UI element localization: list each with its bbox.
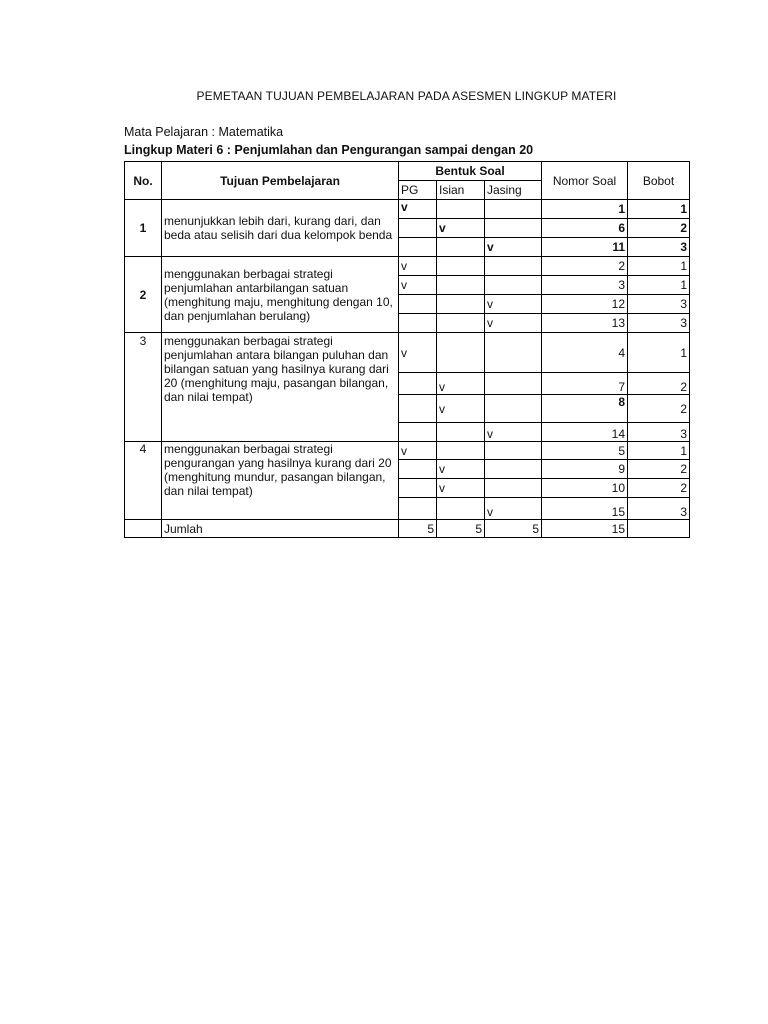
cell-jasing: v xyxy=(485,295,542,314)
cell-isian xyxy=(437,276,485,295)
cell-bobot: 1 xyxy=(628,333,690,373)
cell-isian xyxy=(437,442,485,460)
cell-nomor: 15 xyxy=(542,498,628,520)
cell-isian xyxy=(437,498,485,520)
total-label: Jumlah xyxy=(162,520,399,538)
row-tujuan: menggunakan berbagai strategi penjumlahan antara bilangan puluhan dan bilangan satuan yang hasilnya kurang dari 20 (menghitung maju, pasangan bilangan, dan nilai tempat) xyxy=(162,333,399,442)
header-bentuk-soal: Bentuk Soal xyxy=(399,162,542,181)
cell-isian xyxy=(437,238,485,257)
cell-nomor: 11 xyxy=(542,238,628,257)
row-no: 3 xyxy=(125,333,162,442)
cell-nomor: 8 xyxy=(542,395,628,423)
header-pg: PG xyxy=(399,181,437,200)
cell-bobot: 2 xyxy=(628,460,690,479)
cell-isian xyxy=(437,200,485,219)
cell-pg: v xyxy=(399,200,437,219)
header-nomor-soal: Nomor Soal xyxy=(542,162,628,200)
cell-nomor: 2 xyxy=(542,257,628,276)
subject-line: Mata Pelajaran : Matematika xyxy=(124,125,284,139)
cell-isian: v xyxy=(437,395,485,423)
cell-pg xyxy=(399,238,437,257)
cell-bobot: 1 xyxy=(628,257,690,276)
cell-nomor: 14 xyxy=(542,423,628,442)
row-tujuan: menunjukkan lebih dari, kurang dari, dan beda atau selisih dari dua kelompok benda xyxy=(162,200,399,257)
cell-pg: v xyxy=(399,276,437,295)
cell-pg xyxy=(399,479,437,498)
cell-nomor: 6 xyxy=(542,219,628,238)
cell-pg: v xyxy=(399,442,437,460)
cell-bobot: 2 xyxy=(628,373,690,395)
cell-isian xyxy=(437,333,485,373)
cell-pg xyxy=(399,395,437,423)
cell-nomor: 9 xyxy=(542,460,628,479)
cell-bobot: 3 xyxy=(628,238,690,257)
cell-pg xyxy=(399,423,437,442)
cell-jasing: v xyxy=(485,238,542,257)
cell-jasing xyxy=(485,219,542,238)
cell-bobot: 2 xyxy=(628,479,690,498)
cell-nomor: 5 xyxy=(542,442,628,460)
cell-pg: v xyxy=(399,333,437,373)
header-isian: Isian xyxy=(437,181,485,200)
cell-jasing xyxy=(485,460,542,479)
cell-pg: v xyxy=(399,257,437,276)
cell-nomor: 12 xyxy=(542,295,628,314)
cell-nomor: 3 xyxy=(542,276,628,295)
cell-isian xyxy=(437,423,485,442)
total-row xyxy=(125,520,690,538)
scope-line: Lingkup Materi 6 : Penjumlahan dan Pengurangan sampai dengan 20 xyxy=(124,143,534,157)
cell-pg xyxy=(399,498,437,520)
cell-pg xyxy=(399,219,437,238)
cell-isian: v xyxy=(437,373,485,395)
page-title: PEMETAAN TUJUAN PEMBELAJARAN PADA ASESMEN LINGKUP MATERI xyxy=(196,89,617,103)
cell-jasing xyxy=(485,395,542,423)
header-jasing: Jasing xyxy=(485,181,542,200)
total-nomor: 15 xyxy=(542,520,628,538)
total-pg: 5 xyxy=(399,520,437,538)
table-row xyxy=(125,442,690,460)
cell-jasing xyxy=(485,442,542,460)
cell-jasing xyxy=(485,479,542,498)
cell-isian xyxy=(437,314,485,333)
header-no: No. xyxy=(125,162,162,200)
cell-jasing xyxy=(485,200,542,219)
cell-jasing: v xyxy=(485,498,542,520)
table-row xyxy=(125,200,690,219)
cell-nomor: 4 xyxy=(542,333,628,373)
cell-nomor: 7 xyxy=(542,373,628,395)
cell-jasing xyxy=(485,373,542,395)
cell-isian: v xyxy=(437,219,485,238)
cell-bobot: 1 xyxy=(628,276,690,295)
row-no: 4 xyxy=(125,442,162,520)
cell-nomor: 1 xyxy=(542,200,628,219)
cell-jasing: v xyxy=(485,423,542,442)
cell-isian xyxy=(437,257,485,276)
row-tujuan: menggunakan berbagai strategi pengurangan yang hasilnya kurang dari 20 (menghitung mundur, pasangan bilangan, dan nilai tempat) xyxy=(162,442,399,520)
total-isian: 5 xyxy=(437,520,485,538)
cell-pg xyxy=(399,314,437,333)
mapping-table xyxy=(124,161,690,538)
cell-pg xyxy=(399,373,437,395)
row-no: 1 xyxy=(125,200,162,257)
header-bobot: Bobot xyxy=(628,162,690,200)
total-bobot xyxy=(628,520,690,538)
cell-bobot: 2 xyxy=(628,219,690,238)
cell-isian xyxy=(437,295,485,314)
total-no-empty xyxy=(125,520,162,538)
cell-pg xyxy=(399,460,437,479)
table-row xyxy=(125,333,690,373)
cell-bobot: 3 xyxy=(628,295,690,314)
cell-jasing: v xyxy=(485,314,542,333)
total-jasing: 5 xyxy=(485,520,542,538)
cell-bobot: 3 xyxy=(628,498,690,520)
cell-isian: v xyxy=(437,460,485,479)
table-row xyxy=(125,257,690,276)
cell-isian: v xyxy=(437,479,485,498)
cell-nomor: 13 xyxy=(542,314,628,333)
row-tujuan: menggunakan berbagai strategi penjumlahan antarbilangan satuan (menghitung maju, menghitung dengan 10, dan penjumlahan berulang) xyxy=(162,257,399,333)
cell-nomor: 10 xyxy=(542,479,628,498)
cell-bobot: 3 xyxy=(628,314,690,333)
cell-bobot: 2 xyxy=(628,395,690,423)
cell-bobot: 1 xyxy=(628,200,690,219)
cell-pg xyxy=(399,295,437,314)
row-no: 2 xyxy=(125,257,162,333)
header-tujuan: Tujuan Pembelajaran xyxy=(162,162,399,200)
cell-jasing xyxy=(485,276,542,295)
cell-jasing xyxy=(485,333,542,373)
cell-bobot: 3 xyxy=(628,423,690,442)
cell-bobot: 1 xyxy=(628,442,690,460)
cell-jasing xyxy=(485,257,542,276)
